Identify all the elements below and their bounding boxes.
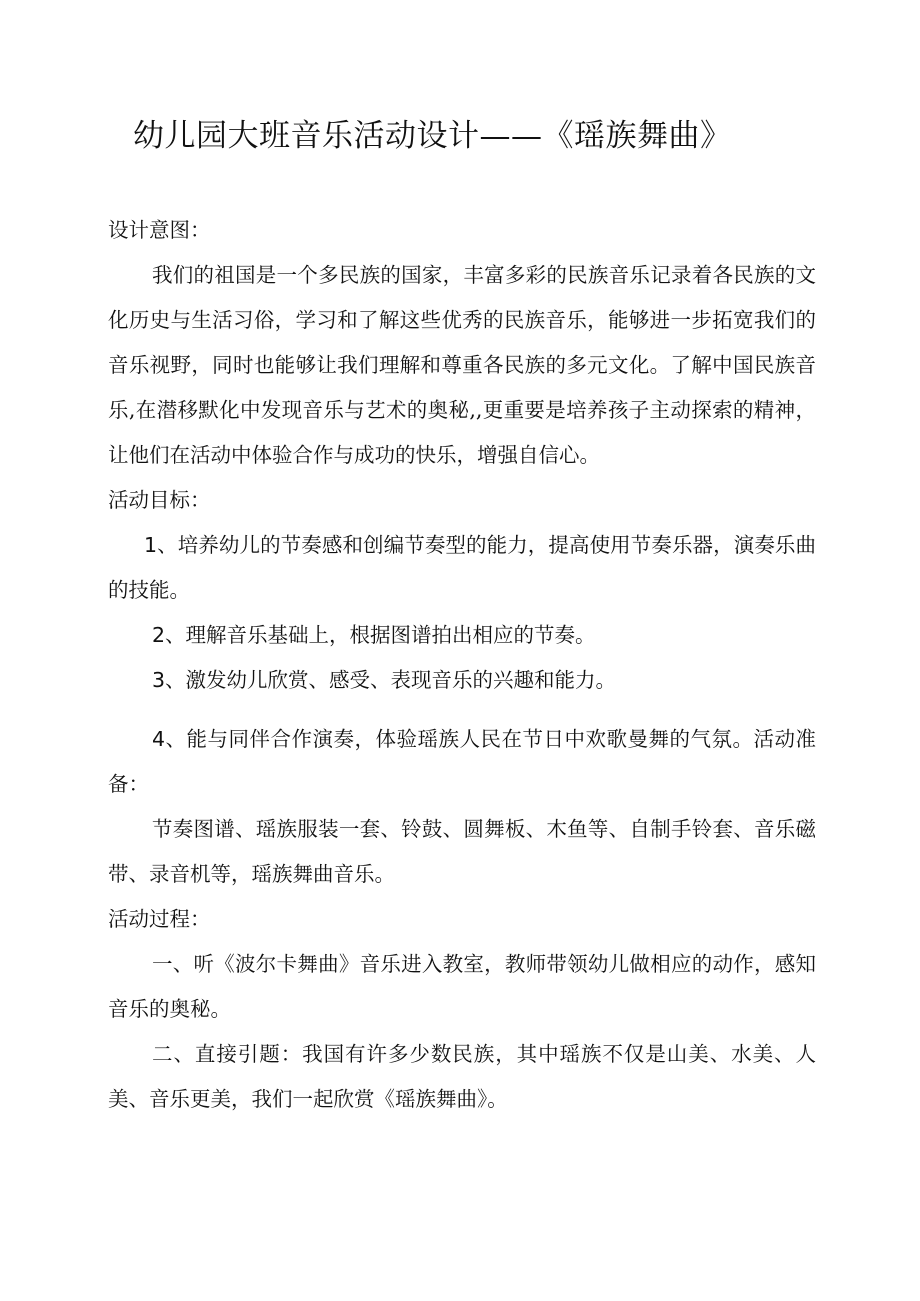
goal-text: 、理解音乐基础上，根据图谱拍出相应的节奏。 [165, 623, 596, 647]
goal-number: 4 [152, 727, 166, 751]
process-step-1: 一、听《波尔卡舞曲》音乐进入教室，教师带领幼儿做相应的动作，感知音乐的奥秘。 [108, 952, 816, 1021]
goal-text: 、培养幼儿的节奏感和创编节奏型的能力，提高使用节奏乐器，演奏乐曲的技能。 [108, 533, 816, 602]
goal-number: 3 [152, 668, 166, 692]
preparation-paragraph: 节奏图谱、瑶族服装一套、铃鼓、圆舞板、木鱼等、自制手铃套、音乐磁带、录音机等，瑶族舞曲音乐。 [108, 817, 816, 886]
design-intent-heading: 设计意图： [108, 218, 211, 242]
design-intent-paragraph: 我们的祖国是一个多民族的国家，丰富多彩的民族音乐记录着各民族的文化历史与生活习俗，学习和了解这些优秀的民族音乐，能够进一步拓宽我们的音乐视野，同时也能够让我们理解和尊重各民族的多元文化。了解中国民族音乐,在潜移默化中发现音乐与艺术的奥秘,,更重要是培养孩子主动探索的精神，让他们在活动中体验合作与成功的快乐，增强自信心。 [108, 263, 816, 467]
goal-text: 、激发幼儿欣赏、感受、表现音乐的兴趣和能力。 [165, 668, 617, 692]
goal-item-4 [108, 717, 816, 807]
goal-item-1 [108, 523, 816, 613]
document-title: 幼儿园大班音乐活动设计——《瑶族舞曲》 [133, 118, 732, 154]
goal-item-2 [108, 613, 816, 658]
document-body [108, 208, 816, 1122]
process-step-2: 二、直接引题：我国有许多少数民族，其中瑶族不仅是山美、水美、人美、音乐更美，我们一起欣赏《瑶族舞曲》。 [108, 1042, 816, 1111]
process-heading: 活动过程： [108, 907, 211, 931]
goals-heading: 活动目标： [108, 488, 211, 512]
goal-text: 、能与同伴合作演奏，体验瑶族人民在节日中欢歌曼舞的气氛。活动准备： [108, 727, 816, 796]
goal-number: 2 [152, 623, 166, 647]
goal-number: 1 [144, 533, 158, 557]
goal-item-3 [108, 658, 816, 703]
